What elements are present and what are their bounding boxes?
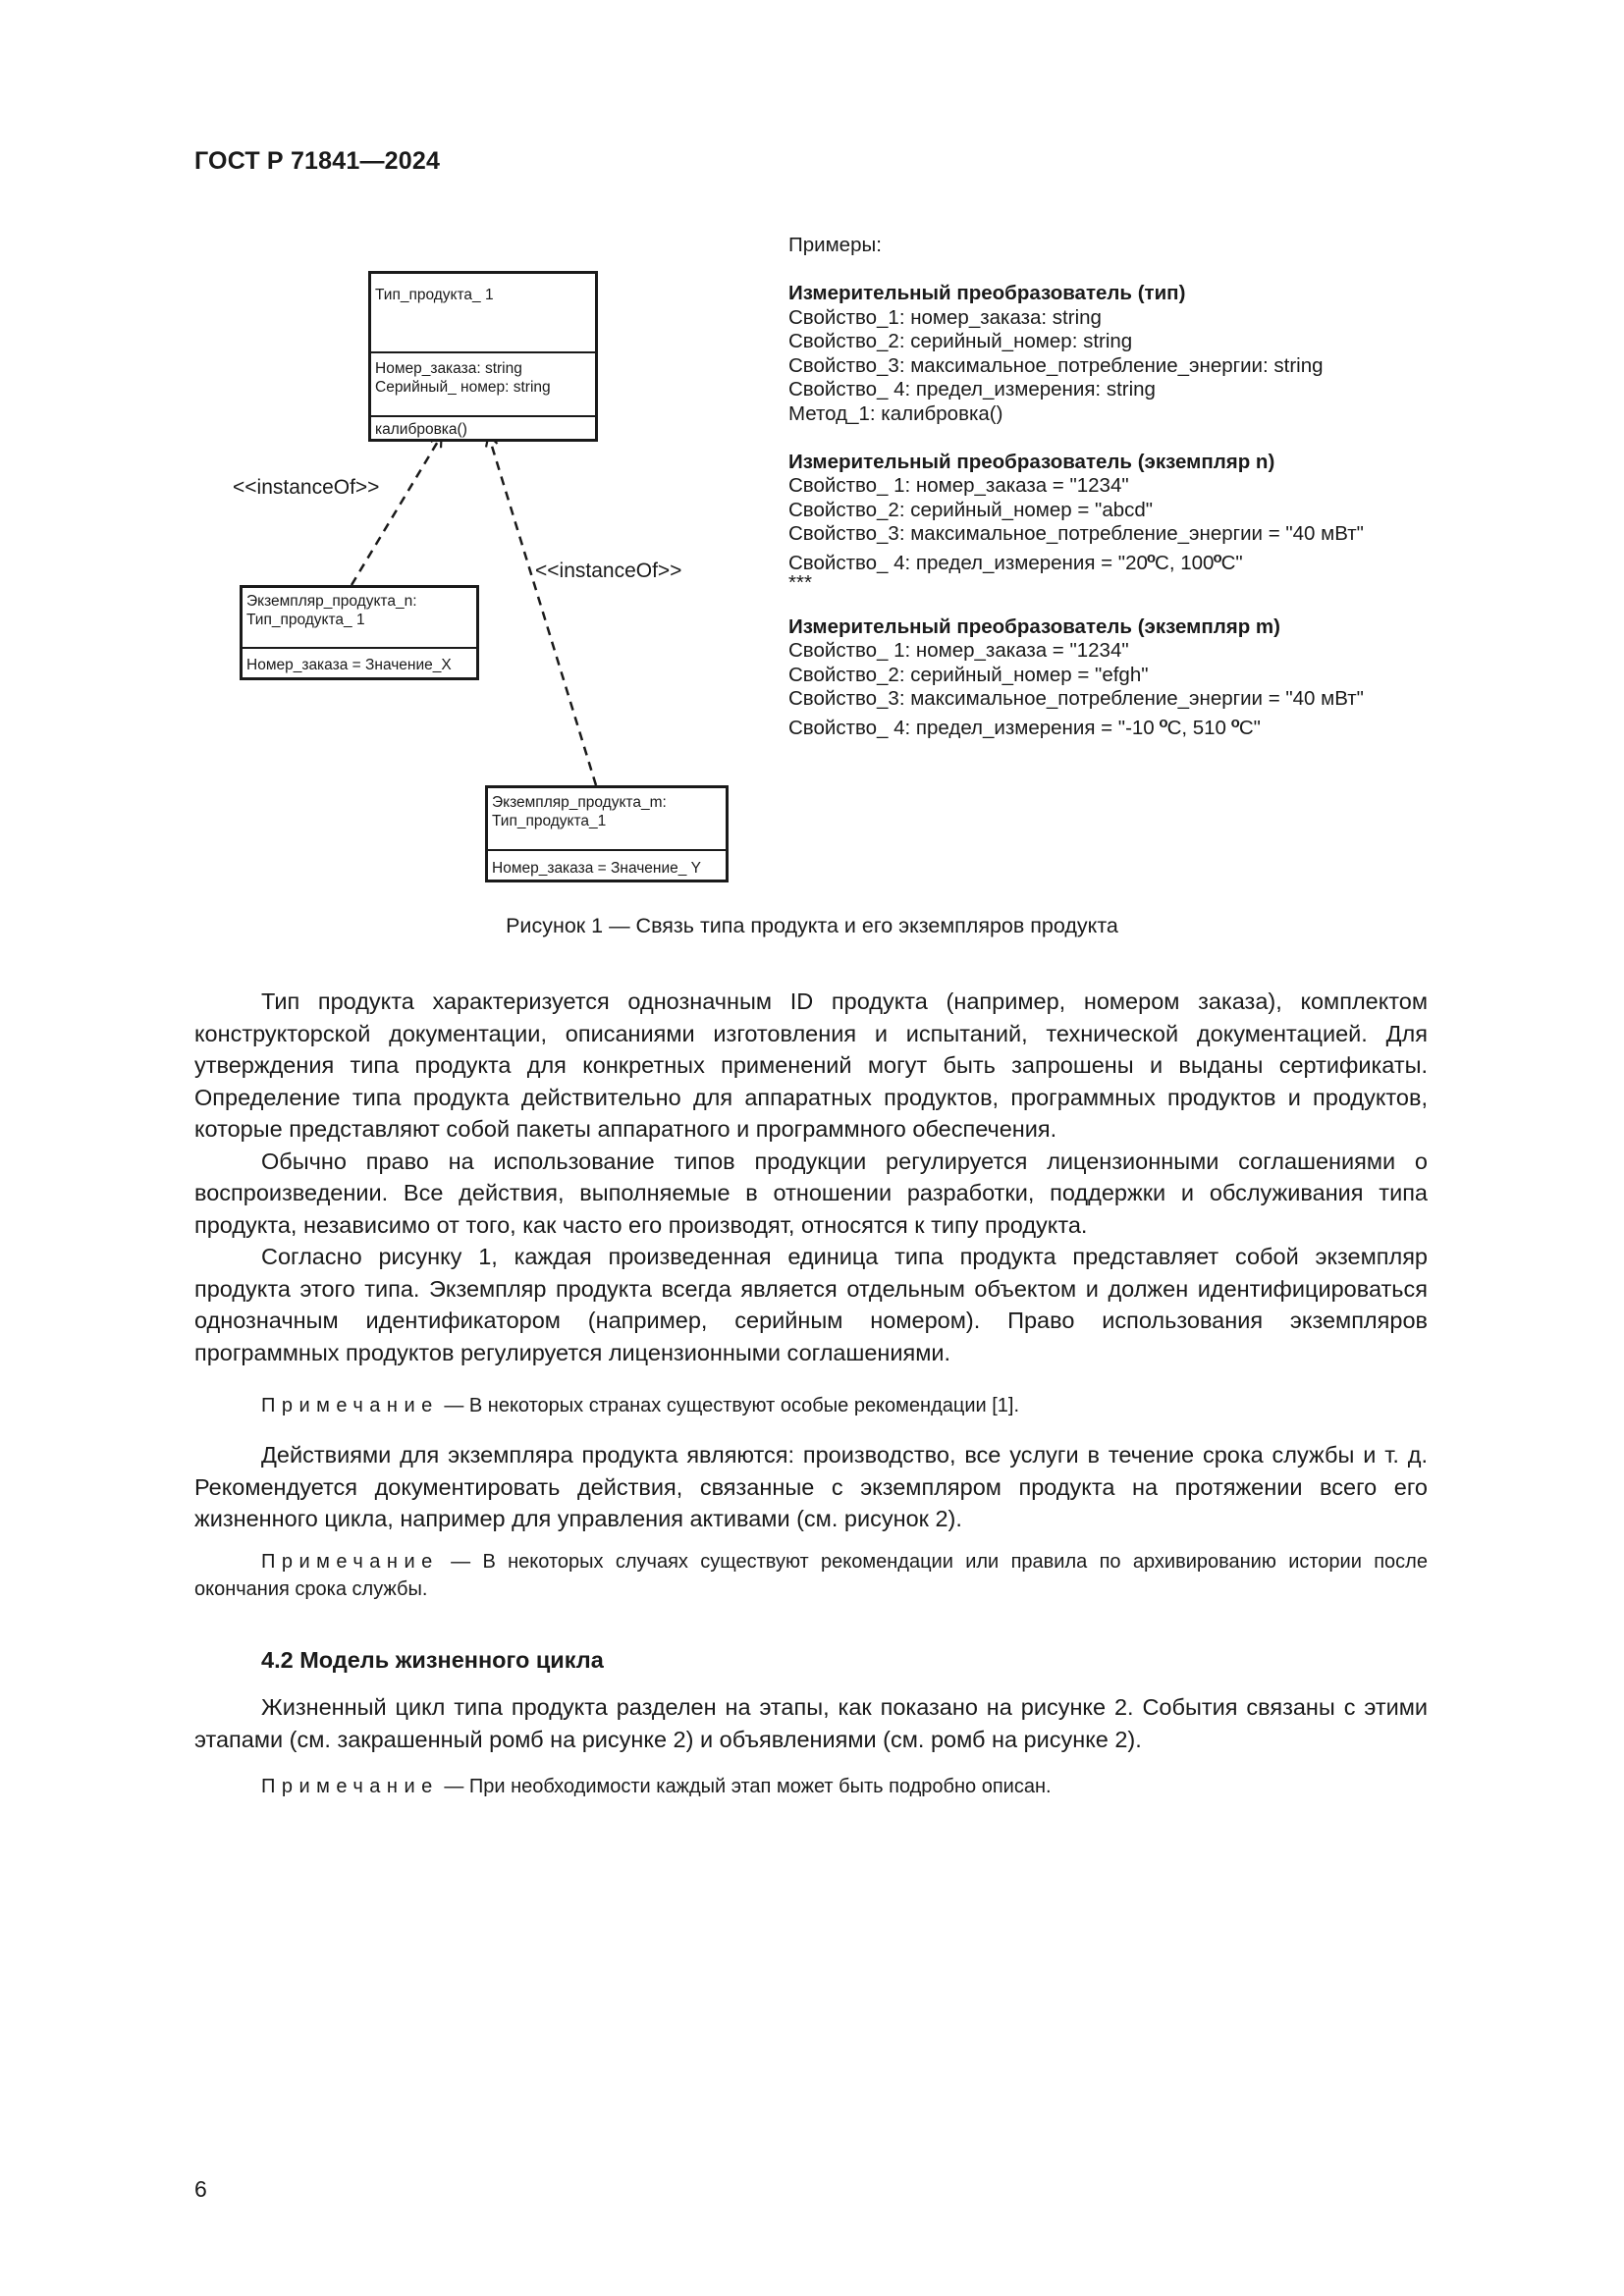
range-suffix: C" (1238, 716, 1261, 739)
ellipsis: *** (788, 571, 812, 594)
instance-n-title: Экземпляр_продукта_n: (246, 593, 417, 610)
instance-n-range-line (788, 547, 1364, 576)
range-suffix: C" (1220, 551, 1243, 574)
paragraph: Действиями для экземпляра продукта являются: производство, все услуги в течение срока службы и т. д. Рекомендуется документировать действия, связанные с экземпляром продукта на протяжении всего его жизненного цикла, например для управления активами (см. рисунок 2). (194, 1442, 1428, 1531)
type-block-line: Свойство_3: максимальное_потребление_энергии: string (788, 353, 1324, 377)
section-title: 4.2 Модель жизненного цикла (261, 1647, 604, 1673)
paragraph: Тип продукта характеризуется однозначным ID продукта (например, номером заказа), комплектом конструкторской документации, описаниями изготовления и испытаний, технической документацией. Для утверждения типа продукта для конкретных применений могут быть запрошены и выданы сертификаты. Определение типа продукта действительно для аппаратных продуктов, программных продуктов и продуктов, которые представляют собой пакеты аппаратного и программного обеспечения. (194, 988, 1428, 1142)
instance-n-relation-arrow (352, 440, 439, 585)
paragraph: Жизненный цикл типа продукта разделен на этапы, как показано на рисунке 2. События связаны с этими этапами (см. закрашенный ромб на рисунке 2) и объявлениями (см. ромб на рисунке 2). (194, 1694, 1428, 1752)
instance-m-block-line: Свойство_2: серийный_номер = "efgh" (788, 663, 1149, 686)
paragraph: Согласно рисунку 1, каждая произведенная единица типа продукта представляет собой экземпляр продукта этого типа. Экземпляр продукта всегда является отдельным объектом и должен идентифицироваться однозначным идентификатором (например, серийным номером). Право использования экземпляров программных продуктов регулируется лицензионными соглашениями. (194, 1244, 1428, 1365)
type-block-line: Свойство_1: номер_заказа: string (788, 305, 1102, 329)
range-mid: C, 510 (1166, 716, 1232, 739)
product-type-method: калибровка() (375, 421, 467, 438)
instance-m-relation-label: <<instanceOf>> (535, 560, 682, 582)
figure-caption: Рисунок 1 — Связь типа продукта и его экземпляров продукта (506, 914, 1118, 937)
product-type-attribute: Номер_заказа: string (375, 360, 522, 377)
degree-symbol: o (1230, 714, 1240, 731)
range-prefix: Свойство_ 4: предел_измерения = "-10 (788, 716, 1161, 739)
body-paragraph-3 (194, 1691, 1428, 1755)
instance-n-block-line: Свойство_3: максимальное_потребление_энергии = "40 мВт" (788, 522, 1364, 545)
body-paragraphs-1 (194, 986, 1428, 1368)
examples-heading: Примеры: (788, 234, 882, 256)
instance-m-title: Экземпляр_продукта_m: (492, 794, 667, 811)
degree-symbol: o (1213, 549, 1222, 566)
instance-n-box (240, 585, 479, 680)
instance-n-block-line: Свойство_2: серийный_номер = "abcd" (788, 498, 1154, 521)
type-block-title: Измерительный преобразователь (тип) (788, 282, 1186, 304)
instance-m-block-line: Свойство_ 1: номер_заказа = "1234" (788, 639, 1129, 662)
type-block-line: Свойство_ 4: предел_измерения: string (788, 378, 1156, 400)
instance-n-relation-label: <<instanceOf>> (233, 476, 380, 499)
document-code: ГОСТ Р 71841—2024 (194, 147, 441, 175)
body-paragraph-2 (194, 1439, 1428, 1535)
paragraph: Обычно право на использование типов продукции регулируется лицензионными соглашениями о воспроизведении. Все действия, выполняемые в отношении разработки, поддержки и обслуживания типа продукта, независимо от того, как часто его производят, относятся к типу продукта. (194, 1148, 1428, 1238)
instance-m-relation-arrow (490, 440, 596, 785)
instance-m-box (485, 785, 729, 882)
note-text: В некоторых странах существуют особые рекомендации [1]. (468, 1395, 1020, 1416)
instance-m-type: Тип_продукта_1 (492, 813, 607, 829)
range-mid: C, 100 (1155, 551, 1215, 574)
note-text: В некоторых случаях существуют рекомендации или правила по архивированию истории после окончания срока службы. (194, 1551, 1428, 1600)
range-prefix: Свойство_ 4: предел_измерения = "20 (788, 551, 1148, 574)
page-number: 6 (194, 2176, 207, 2202)
type-block-line: Свойство_2: серийный_номер: string (788, 330, 1133, 352)
instance-m-block-title: Измерительный преобразователь (экземпляр m) (788, 614, 1280, 638)
instance-m-range-line (788, 712, 1364, 741)
note-dash: — (444, 1776, 464, 1797)
note-text: При необходимости каждый этап может быть подробно описан. (468, 1776, 1052, 1797)
note-3 (194, 1773, 1428, 1800)
product-type-attribute: Серийный_ номер: string (375, 379, 551, 396)
instance-n-type: Тип_продукта_ 1 (246, 612, 365, 628)
product-type-box (368, 271, 598, 442)
product-type-title: Тип_продукта_ 1 (375, 287, 494, 303)
note-label: Примечание (261, 1776, 439, 1797)
instance-n-block-line: Свойство_ 1: номер_заказа = "1234" (788, 474, 1129, 497)
note-dash: — (451, 1551, 471, 1573)
note-2 (194, 1548, 1428, 1603)
degree-symbol: o (1146, 549, 1157, 566)
note-label: Примечание (261, 1551, 439, 1573)
note-1 (194, 1392, 1428, 1419)
note-dash: — (444, 1395, 464, 1416)
instance-n-block-title: Измерительный преобразователь (экземпляр n) (788, 450, 1275, 473)
degree-symbol: o (1159, 714, 1168, 731)
instance-m-block-line: Свойство_3: максимальное_потребление_энергии = "40 мВт" (788, 687, 1364, 710)
instance-n-attribute: Номер_заказа = Значение_X (246, 657, 452, 673)
instance-m-attribute: Номер_заказа = Значение_ Y (492, 860, 702, 877)
type-block-line: Метод_1: калибровка() (788, 401, 1003, 425)
examples-block (788, 234, 1364, 740)
note-label: Примечание (261, 1395, 439, 1416)
